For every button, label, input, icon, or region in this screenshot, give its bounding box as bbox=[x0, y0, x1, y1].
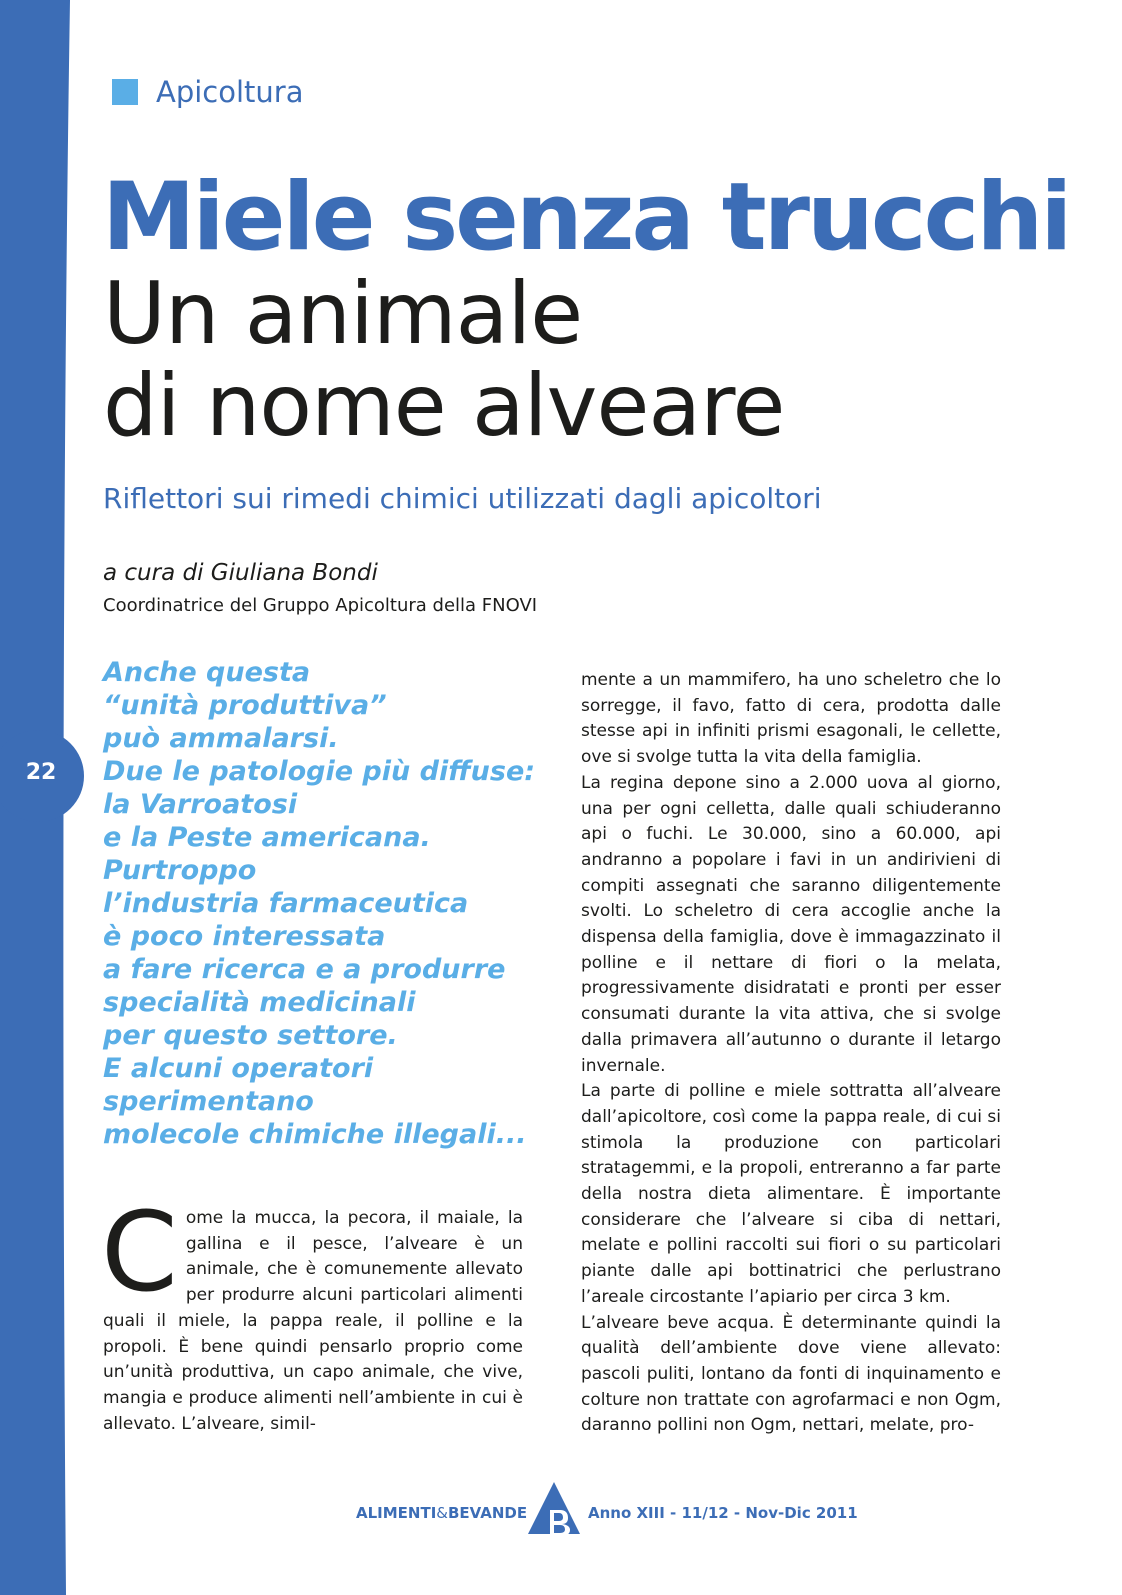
lead-paragraph bbox=[103, 656, 543, 1151]
lead-line: per questo settore. bbox=[103, 1020, 398, 1051]
lead-line: Due le patologie più diffuse: bbox=[103, 756, 536, 787]
sidebar-band bbox=[0, 0, 110, 1595]
lead-line: a fare ricerca e a produrre bbox=[103, 954, 506, 985]
article-headline bbox=[103, 264, 785, 456]
body-paragraph: ome la mucca, la pecora, il maiale, la gallina e il pesce, l’alveare è un animale, che è comunemente allevato per produrre alcuni particolari alimenti quali il miele, la pappa reale, il polline e la propoli. È bene quindi pensarlo proprio come un’unità produttiva, un capo animale, che vive, mangia e produce alimenti nell’ambiente in cui è allevato. L’alveare, simil- bbox=[103, 1208, 523, 1434]
body-paragraph: mente a un mammifero, ha uno scheletro che lo sorregge, il favo, fatto di cera, prodotta dalle stesse api in infiniti prismi esagonali, le cellette, ove si svolge tutta la vita della famiglia. bbox=[581, 670, 1001, 768]
body-paragraph: La regina depone sino a 2.000 uova al giorno, una per ogni celletta, dalle quali schiuderanno api o fuchi. Le 30.000, sino a 60.000, api andranno a popolare i favi in un andirivieni di compiti assegnati che saranno diligentemente svolti. Lo scheletro di cera accoglie anche la dispensa della famiglia, dove è immagazzinato il polline e il nettare di fiori o la melata, progressivamente disidratati e pronti per esser consumati durante la vita attiva, che si svolge dalla primavera all’autunno o durante il letargo invernale. bbox=[581, 772, 1001, 1076]
publication-name bbox=[356, 1504, 527, 1522]
lead-line: molecole chimiche illegali... bbox=[103, 1119, 527, 1150]
body-column-1 bbox=[101, 1188, 523, 1437]
lead-line: è poco interessata bbox=[103, 921, 386, 952]
lead-line: la Varroatosi bbox=[103, 789, 298, 820]
author-role: Coordinatrice del Gruppo Apicoltura della FNOVI bbox=[103, 595, 538, 616]
lead-line: può ammalarsi. bbox=[103, 723, 339, 754]
lead-line: Anche questa bbox=[103, 657, 311, 688]
publication-ampersand: & bbox=[436, 1504, 448, 1522]
publication-logo-icon bbox=[526, 1480, 582, 1536]
headline-line-1: Un animale bbox=[103, 264, 583, 364]
page-footer bbox=[356, 1480, 856, 1540]
lead-line: specialità medicinali bbox=[103, 987, 416, 1018]
publication-name-part: ALIMENTI bbox=[356, 1504, 437, 1522]
body-paragraph: L’alveare beve acqua. È determinante quindi la qualità dell’ambiente dove viene allevato: pascoli puliti, lontano da fonti di inquinamento e colture non trattate con agrofarmaci e non Ogm, daranno pollini non Ogm, nettari, melate, pro- bbox=[581, 1312, 1001, 1436]
lead-line: “unità produttiva” bbox=[103, 690, 387, 721]
lead-line: l’industria farmaceutica bbox=[103, 888, 469, 919]
section-label: Apicoltura bbox=[156, 75, 304, 109]
body-paragraph: La parte di polline e miele sottratta all’alveare dall’apicoltore, così come la pappa reale, di cui si stimola la produzione con particolari stratagemmi, e la propoli, entreranno a far parte della nostra dieta alimentare. È importante considerare che l’alveare si ciba di nettari, melate e pollini raccolti sui fiori o su particolari piante dalle api bottinatrici che perlustrano l’areale circostante l’apiario per circa 3 km. bbox=[581, 1081, 1001, 1307]
publication-name-part: BEVANDE bbox=[448, 1504, 528, 1522]
lead-line: e la Peste americana. bbox=[103, 822, 431, 853]
article-subtitle: Riflettori sui rimedi chimici utilizzati dagli apicoltori bbox=[103, 482, 822, 515]
body-column-2 bbox=[581, 668, 1001, 1439]
author-name: a cura di Giuliana Bondi bbox=[103, 560, 378, 586]
issue-info: Anno XIII - 11/12 - Nov-Dic 2011 bbox=[588, 1504, 858, 1522]
lead-line: sperimentano bbox=[103, 1086, 314, 1117]
headline-line-2: di nome alveare bbox=[103, 356, 785, 456]
drop-cap: C bbox=[101, 1188, 178, 1316]
lead-line: Purtroppo bbox=[103, 855, 257, 886]
page-number: 22 bbox=[25, 760, 57, 785]
section-square-icon bbox=[112, 79, 138, 105]
lead-line: E alcuni operatori bbox=[103, 1053, 374, 1084]
article-title: Miele senza trucchi bbox=[102, 163, 1070, 272]
section-header bbox=[112, 72, 304, 112]
